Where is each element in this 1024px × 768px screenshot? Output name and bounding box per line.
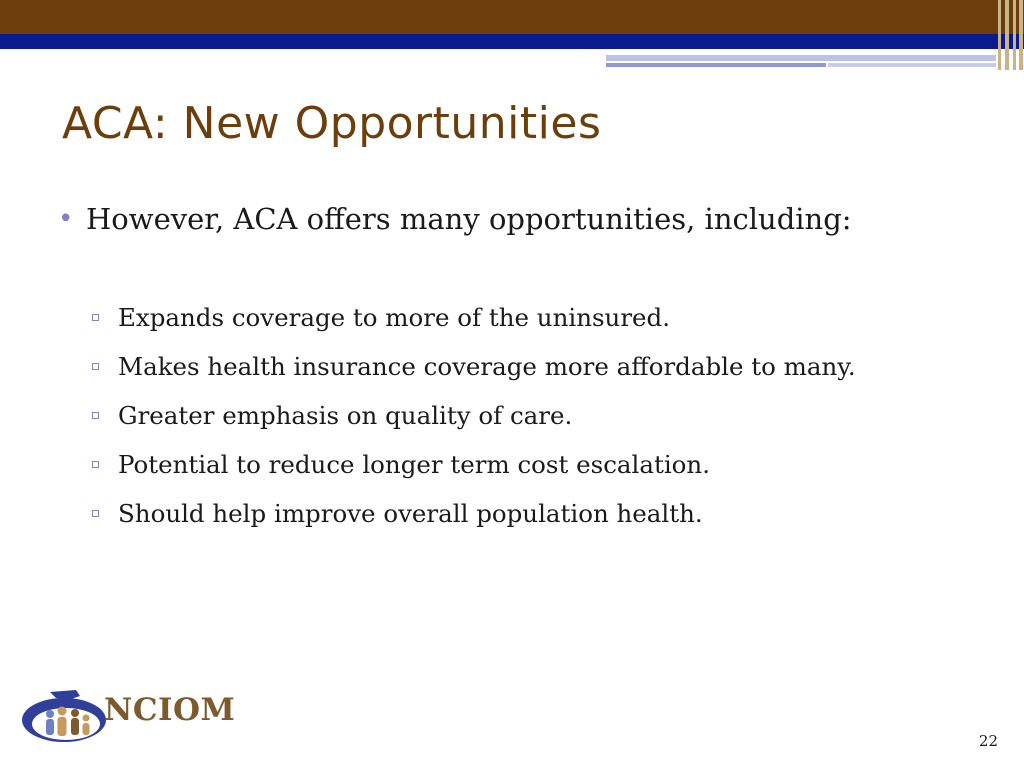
sub-bullet-item	[90, 396, 920, 436]
sub-bullet-text: Expands coverage to more of the uninsured.	[118, 303, 671, 332]
sub-bullet-item	[90, 347, 920, 387]
square-bullet-icon	[92, 461, 99, 468]
square-bullet-icon	[92, 363, 99, 370]
nciom-people-logo-icon	[20, 684, 112, 748]
logo-text: NCIOM	[104, 692, 236, 728]
sub-bullet-item	[90, 298, 920, 338]
corner-stripes-decor	[994, 0, 1024, 70]
header-bar-brown	[0, 0, 1024, 34]
page-number: 22	[978, 732, 998, 750]
square-bullet-icon	[92, 314, 99, 321]
nciom-logo	[20, 684, 236, 748]
header-bar-blue	[0, 34, 1024, 49]
sub-bullet-text: Potential to reduce longer term cost escalation.	[118, 450, 710, 479]
header-decor-line	[828, 63, 996, 67]
sub-bullet-text: Greater emphasis on quality of care.	[118, 401, 573, 430]
sub-bullet-item	[90, 445, 920, 485]
square-bullet-icon	[92, 510, 99, 517]
header-decor-line	[606, 63, 826, 67]
slide-title: ACA: New Opportunities	[62, 98, 602, 149]
sub-bullet-list	[90, 298, 920, 543]
bullet-dot-icon: •	[58, 204, 74, 234]
sub-bullet-item	[90, 494, 920, 534]
square-bullet-icon	[92, 412, 99, 419]
sub-bullet-text: Makes health insurance coverage more affordable to many.	[118, 352, 856, 381]
main-bullet-text: However, ACA offers many opportunities, including:	[86, 202, 852, 236]
sub-bullet-text: Should help improve overall population health.	[118, 499, 703, 528]
main-bullet	[58, 196, 892, 242]
header-decor-line	[606, 55, 996, 61]
